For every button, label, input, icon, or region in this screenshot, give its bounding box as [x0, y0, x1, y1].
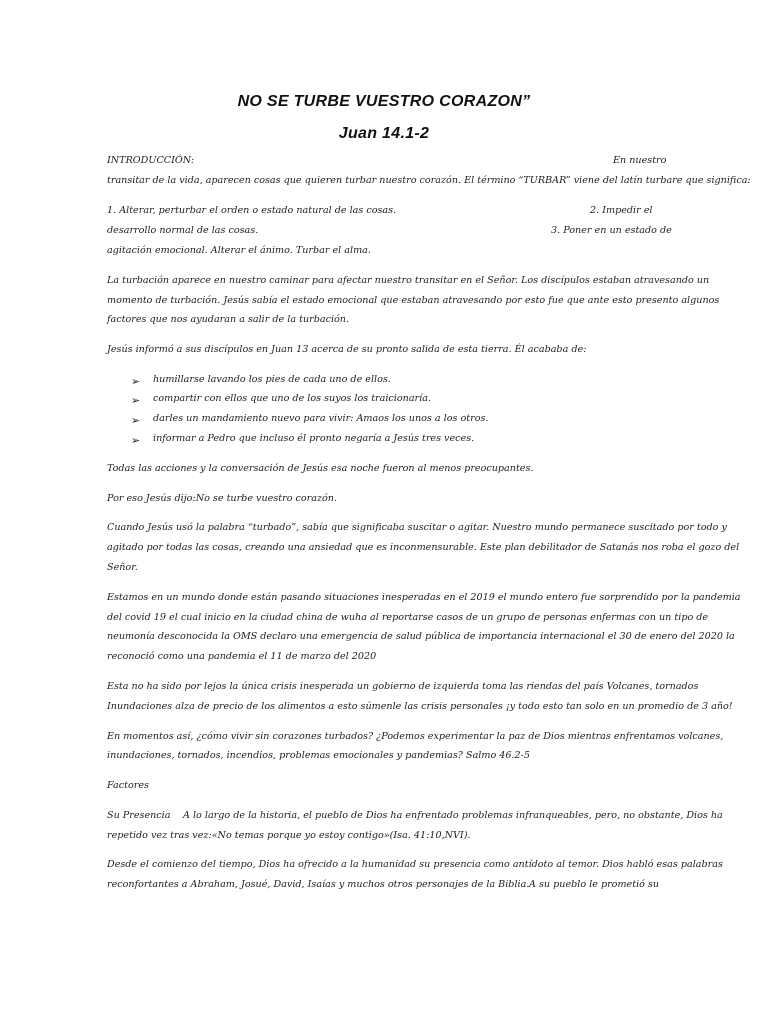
bullet-text: humillarse lavando los pies de cada uno de ellos. — [153, 374, 391, 385]
paragraph-acciones: Todas las acciones y la conversación de Jesús esa noche fueron al menos preocupantes. — [107, 463, 534, 474]
paragraph-cuando-line: agitado por todas las cosas, creando una ansiedad que es inconmensurable. Este plan debilitador de Satanás nos roba el gozo del — [107, 542, 740, 553]
document-title: NO SE TURBE VUESTRO CORAZON” — [237, 93, 531, 110]
intro-right-text: En nuestro — [613, 155, 667, 166]
arrow-bullet-icon: ➢ — [131, 394, 141, 407]
definition-3-cont: agitación emocional. Alterar el ánimo. Turbar el alma. — [107, 245, 371, 256]
bullet-text: informar a Pedro que incluso él pronto negaría a Jesús tres veces. — [153, 433, 475, 444]
paragraph-en-momentos-line: inundaciones, tornados, incendios, problemas emocionales y pandemias? Salmo 46.2-5 — [107, 750, 530, 761]
paragraph-estamos-line: del covid 19 el cual inicio en la ciudad china de wuha al reportarse casos de un grupo de personas enfermas con un tipo de — [107, 612, 709, 623]
paragraph-turbacion-line: momento de turbación. Jesús sabía el estado emocional que estaban atravesando por esto fue que ante esto presento algunos — [107, 295, 720, 306]
paragraph-por-eso: Por eso Jesús dijo:No se turbe vuestro corazón. — [107, 493, 338, 504]
definition-1: 1. Alterar, perturbar el orden o estado natural de las cosas. — [107, 205, 397, 216]
paragraph-cuando-line: Cuando Jesús usó la palabra “turbado”, sabía que significaba suscitar o agitar. Nuestro mundo permanece suscitado por todo y — [107, 522, 727, 533]
paragraph-turbacion-line: La turbación aparece en nuestro caminar para afectar nuestro transitar en el Señor. Los discípulos estaban atravesando un — [107, 275, 710, 286]
arrow-bullet-icon: ➢ — [131, 375, 141, 388]
bullet-text: compartir con ellos que uno de los suyos los traicionaría. — [153, 393, 431, 404]
definition-2-start: 2. Impedir el — [590, 205, 653, 216]
su-presencia-label: Su Presencia — [107, 810, 171, 821]
paragraph-cuando-line: Señor. — [107, 562, 138, 573]
paragraph-desde-line: reconfortantes a Abraham, Josué, David, Isaías y muchos otros personajes de la Biblia. — [107, 879, 530, 890]
paragraph-esta-line: Inundaciones alza de precio de los alimentos a esto súmenle las crisis personales ¡y todo esto tan solo en un promedio de 3 año! — [107, 701, 733, 712]
paragraph-desde-right: A su pueblo le prometió su — [529, 879, 660, 890]
intro-label: INTRODUCCIÓN: — [107, 155, 195, 166]
definition-3-start: 3. Poner en un estado de — [551, 225, 672, 236]
arrow-bullet-icon: ➢ — [131, 434, 141, 447]
paragraph-factores: Factores — [107, 780, 149, 791]
su-presencia-text: A lo largo de la historia, el pueblo de Dios ha enfrentado problemas infranqueables, pero, no obstante, Dios ha — [183, 810, 723, 821]
bullet-text: darles un mandamiento nuevo para vivir: Amaos los unos a los otros. — [153, 413, 489, 424]
intro-line-2: transitar de la vida, aparecen cosas que quieren turbar nuestro corazón. El término “TURBAR” viene del latín turbare que significa: — [107, 175, 751, 186]
paragraph-esta-line: Esta no ha sido por lejos la única crisis inesperada un gobierno de izquierda toma las riendas del país Volcanes, tornados — [107, 681, 699, 692]
arrow-bullet-icon: ➢ — [131, 414, 141, 427]
paragraph-en-momentos-line: En momentos así, ¿cómo vivir sin corazones turbados? ¿Podemos experimentar la paz de Dios mientras enfrentamos volcanes, — [107, 731, 724, 742]
su-presencia-line-2: repetido vez tras vez:«No temas porque yo estoy contigo»(Isa. 41:10,NVI). — [107, 830, 471, 841]
paragraph-turbacion-line: factores que nos ayudaran a salir de la turbación. — [107, 314, 350, 325]
paragraph-informo: Jesús informó a sus discípulos en Juan 13 acerca de su pronto salida de esta tierra. Él acababa de: — [107, 344, 587, 355]
paragraph-desde-line: Desde el comienzo del tiempo, Dios ha ofrecido a la humanidad su presencia como antídoto al temor. Dios habló esas palabras — [107, 859, 723, 870]
definition-2-cont: desarrollo normal de las cosas. — [107, 225, 259, 236]
document-subtitle: Juan 14.1-2 — [338, 125, 430, 142]
paragraph-estamos-line: neumonía desconocida la OMS declaro una emergencia de salud pública de importancia internacional el 30 de enero del 2020 la — [107, 631, 735, 642]
paragraph-estamos-line: reconoció como una pandemia el 11 de marzo del 2020 — [107, 651, 377, 662]
paragraph-estamos-line: Estamos en un mundo donde están pasando situaciones inesperadas en el 2019 el mundo entero fue sorprendido por la pandemia — [107, 592, 741, 603]
